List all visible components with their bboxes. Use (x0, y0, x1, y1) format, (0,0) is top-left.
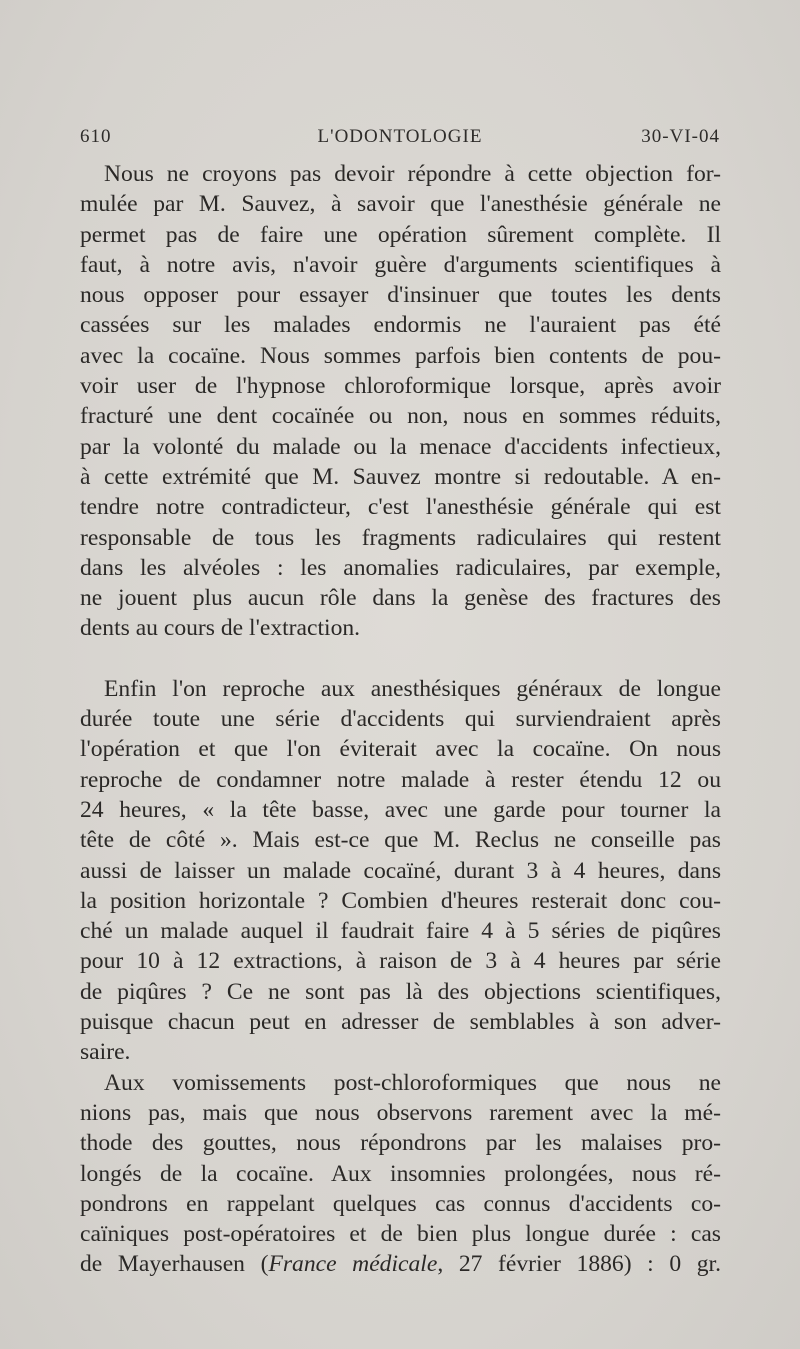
text-line: la position horizontale ? Combien d'heures resterait donc cou- (80, 887, 721, 914)
text-line: Nous ne croyons pas devoir répondre à cette objection for- (104, 161, 721, 187)
text-line: durée toute une série d'accidents qui surviendraient après (80, 706, 721, 733)
text-line: dans les alvéoles : les anomalies radiculaires, par exemple, (80, 554, 721, 581)
text-line: ne jouent plus aucun rôle dans la genèse des fractures des (80, 585, 721, 612)
text-line: l'opération et que l'on éviterait avec la cocaïne. On nous (80, 736, 721, 763)
text-line: pour 10 à 12 extractions, à raison de 3 à 4 heures par série (80, 948, 721, 975)
text-line: de piqûres ? Ce ne sont pas là des objections scientifiques, (80, 978, 721, 1005)
text-line: dents au cours de l'extraction. (80, 615, 361, 642)
paragraph-gap (80, 644, 721, 674)
citation-suffix: , 27 février 1886) : 0 gr. (437, 1251, 721, 1278)
text-line: responsable de tous les fragments radiculaires qui restent (80, 524, 721, 551)
paragraph (80, 674, 721, 1068)
text-line: voir user de l'hypnose chloroformique lorsque, après avoir (80, 373, 721, 400)
text-line: tendre notre contradicteur, c'est l'anesthésie générale qui est (80, 494, 721, 521)
text-line: faut, à notre avis, n'avoir guère d'arguments scientifiques à (80, 251, 721, 278)
text-line: par la volonté du malade ou la menace d'accidents infectieux, (80, 433, 721, 460)
text-line: permet pas de faire une opération sûrement complète. Il (80, 221, 721, 248)
text-line: Aux vomissements post-chloroformiques que nous ne (104, 1069, 721, 1096)
journal-title: L'ODONTOLOGIE (317, 126, 483, 147)
issue-date: 30-VI-04 (641, 126, 720, 147)
text-line: tête de côté ». Mais est-ce que M. Reclus ne conseille pas (80, 827, 721, 854)
text-line: Enfin l'on reproche aux anesthésiques généraux de longue (104, 675, 721, 702)
text-line: fracturé une dent cocaïnée ou non, nous en sommes réduits, (80, 403, 721, 430)
text-line: cassées sur les malades endormis ne l'auraient pas été (80, 312, 721, 339)
citation-prefix: de Mayerhausen ( (80, 1251, 269, 1278)
text-line: à cette extrémité que M. Sauvez montre si redoutable. A en- (80, 463, 721, 490)
running-head (80, 126, 720, 150)
text-line: thode des gouttes, nous répondrons par les malaises pro- (80, 1130, 721, 1157)
text-line: mulée par M. Sauvez, à savoir que l'anesthésie générale ne (80, 191, 721, 218)
text-line: 24 heures, « la tête basse, avec une garde pour tourner la (80, 796, 721, 823)
text-line: nous opposer pour essayer d'insinuer que toutes les dents (80, 282, 721, 309)
text-line: aussi de laisser un malade cocaïné, durant 3 à 4 heures, dans (80, 857, 721, 884)
text-line: reproche de condamner notre malade à rester étendu 12 ou (80, 766, 721, 793)
text-line: puisque chacun peut en adresser de semblables à son adver- (80, 1009, 721, 1036)
text-line: avec la cocaïne. Nous sommes parfois bien contents de pou- (80, 342, 721, 369)
text-line: caïniques post-opératoires et de bien plus longue durée : cas (80, 1221, 721, 1248)
paragraph (80, 159, 721, 644)
text-line: saire. (80, 1039, 131, 1066)
citation-journal: France médicale (268, 1251, 438, 1278)
text-line: ché un malade auquel il faudrait faire 4 à 5 séries de piqûres (80, 918, 721, 945)
text-line: pondrons en rappelant quelques cas connus d'accidents co- (80, 1190, 721, 1217)
text-line: nions pas, mais que nous observons rarement avec la mé- (80, 1099, 721, 1126)
body-text (80, 159, 721, 1280)
paragraph (80, 1068, 721, 1280)
text-line (80, 1249, 721, 1279)
page-number: 610 (80, 126, 112, 147)
text-line: longés de la cocaïne. Aux insomnies prolongées, nous ré- (80, 1160, 721, 1187)
